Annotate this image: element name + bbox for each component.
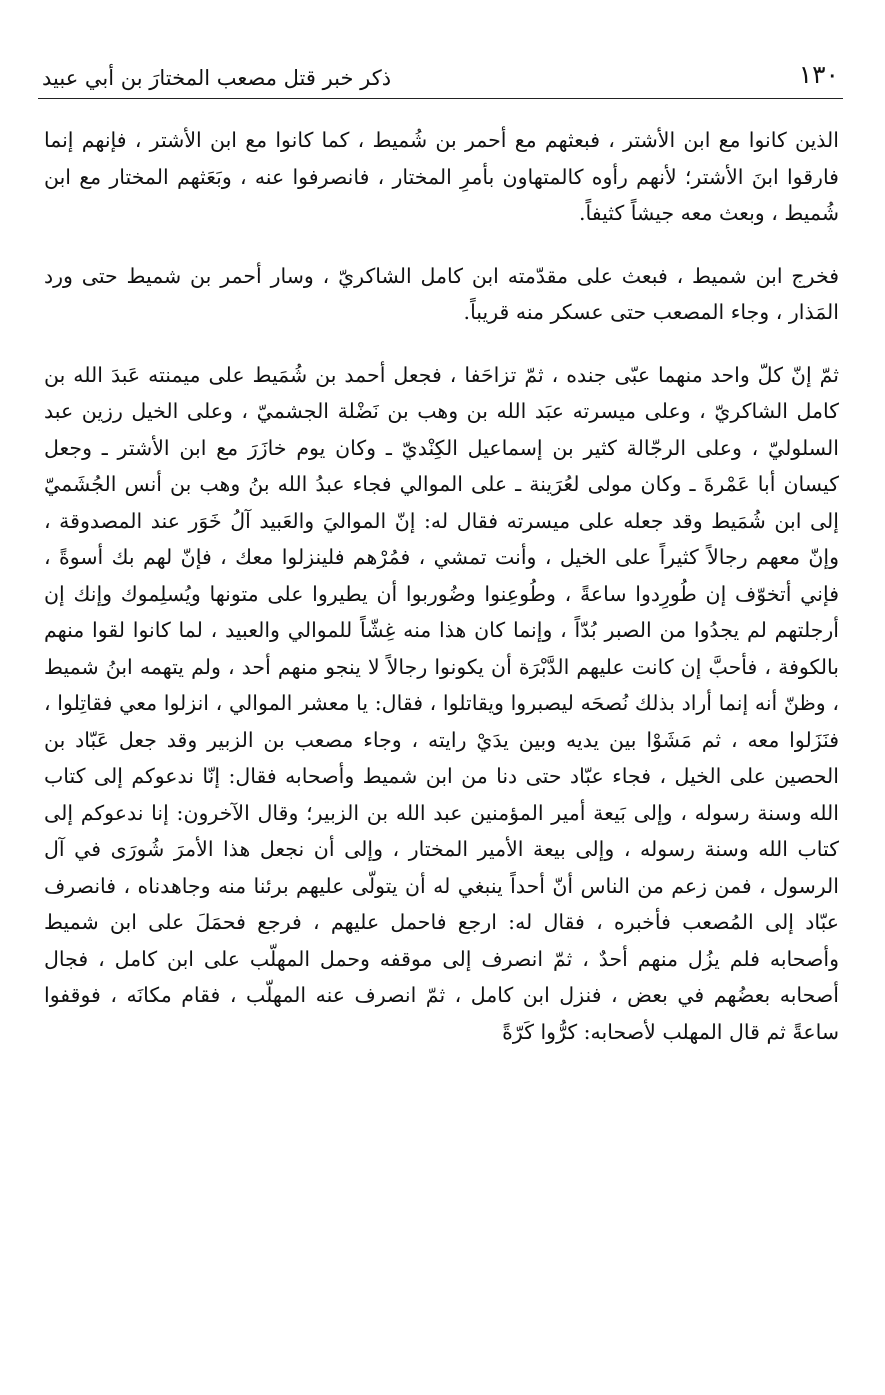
chapter-title: ذكر خبر قتل مصعب المختارَ بن أبي عبيد bbox=[42, 66, 392, 90]
body-text bbox=[44, 122, 839, 1050]
paragraph-3: ثمّ إنّ كلّ واحد منهما عبّى جنده ، ثمّ تزاحَفا ، فجعل أحمد بن شُمَيط على ميمنته عَبدَ الله بن كامل الشاكريّ ، وعلى ميسرته عبَد الله بن وهب بن نَضْلة الجشميّ ، وعلى الخيل رزين عبد السلوليّ ، وعلى الرجّالة كثير بن إسماعيل الكِنْديّ ـ وكان يوم خازَرَ مع ابن الأشتر ـ وجعل كيسان أبا عَمْرةَ ـ وكان مولى لعُرَينة ـ على الموالي فجاء عبدُ الله بنُ وهب بن أنس الجُشَميّ إلى ابن شُمَيط وقد جعله على ميسرته فقال له: إنّ المواليَ والعَبيد آلُ خَوَر عند المصدوقة ، وإنّ معهم رجالاً كثيراً على الخيل ، وأنت تمشي ، فمُرْهم فلينزلوا معك ، فإنّ لهم بك أسوةً ، فإني أتخوّف إن طُورِدوا ساعةً ، وطُوعِنوا وضُوربوا أن يطيروا على متونها ويُسلِموك وإنك إن أرجلتهم لم يجدُوا من الصبر بُدّاً ، وإنما كان هذا منه غِشّاً للموالي والعبيد ، لما كانوا لقوا منهم بالكوفة ، فأحبَّ إن كانت عليهم الدَّبْرَة أن يكونوا رجالاً لا ينجو منهم أحد ، ولم يتهمه ابنُ شميط ، وظنّ أنه إنما أراد بذلك نُصحَه ليصبروا ويقاتلوا ، فقال: يا معشر الموالي ، انزلوا معي فقاتِلوا ، فنَزَلوا معه ، ثم مَشَوْا بين يديه وبين يدَيْ رايته ، وجاء مصعب بن الزبير وقد جعل عَبّاد بن الحصين على الخيل ، فجاء عبّاد حتى دنا من ابن شميط وأصحابه فقال: إنّا ندعوكم إلى كتاب الله وسنة رسوله ، وإلى بَيعة أمير المؤمنين عبد الله بن الزبير؛ وقال الآخرون: إنا ندعوكم إلى كتاب الله وسنة رسوله ، وإلى بيعة الأمير المختار ، وإلى أن نجعل هذا الأمرَ شُورَى في آل الرسول ، فمن زعم من الناس أنّ أحداً ينبغي له أن يتولّى عليهم برئنا منه وجاهدناه ، فانصرف عبّاد إلى المُصعب فأخبره ، فقال له: ارجع فاحمل عليهم ، فرجع فحمَلَ على ابن شميط وأصحابه فلم يزُل منهم أحدٌ ، ثمّ انصرف إلى موقفه وحمل المهلّب على ابن كامل ، فجال أصحابه بعضُهم في بعض ، فنزل ابن كامل ، ثمّ انصرف عنه المهلّب ، فقام مكانَه ، فوقفوا ساعةً ثم قال المهلب لأصحابه: كرُّوا كَرّةً bbox=[44, 362, 839, 1044]
running-header bbox=[38, 58, 843, 99]
paragraph-1: الذين كانوا مع ابن الأشتر ، فبعثهم مع أحمر بن شُميط ، كما كانوا مع ابن الأشتر ، فإنهم إنما فارقوا ابنَ الأشتر؛ لأنهم رأوه كالمتهاون بأمرِ المختار ، فانصرفوا عنه ، وبَعَثهم المختار مع ابن شُميط ، وبعث معه جيشاً كثيفاً. bbox=[44, 128, 839, 225]
page-number: ١٣٠ bbox=[798, 60, 839, 89]
paragraph-2: فخرج ابن شميط ، فبعث على مقدّمته ابن كامل الشاكريّ ، وسار أحمر بن شميط حتى ورد المَذار ، وجاء المصعب حتى عسكر منه قريباً. bbox=[44, 263, 839, 324]
